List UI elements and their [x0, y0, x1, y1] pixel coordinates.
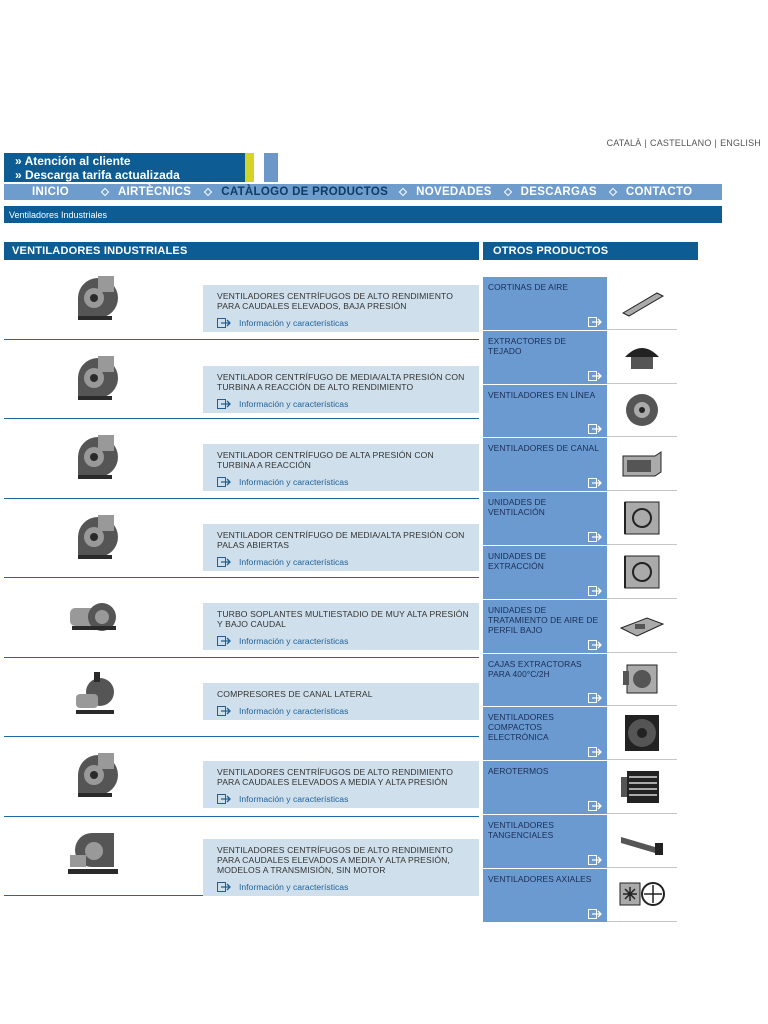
product-description: VENTILADORES CENTRÍFUGOS DE ALTO RENDIMIENTO PARA CAUDALES ELEVADOS, BAJA PRESIÓN — [217, 291, 453, 311]
arrow-right-icon[interactable] — [588, 690, 602, 700]
other-product-label: VENTILADORES DE CANAL — [488, 443, 600, 454]
product-info-link[interactable] — [217, 318, 471, 328]
nav-label: CONTACTO — [625, 186, 693, 198]
product-description: COMPRESORES DE CANAL LATERAL — [217, 688, 373, 699]
arrow-right-icon — [217, 557, 231, 567]
roof-extractor-icon[interactable] — [617, 337, 667, 377]
product-info-link[interactable] — [217, 706, 471, 716]
product-card — [203, 444, 479, 491]
other-product-label-cell — [483, 385, 607, 438]
other-product-thumbnail-cell — [607, 654, 677, 707]
other-product-label-cell — [483, 869, 607, 922]
diamond-bullet-icon — [503, 188, 511, 196]
product-row — [4, 419, 479, 499]
other-product-thumbnail-cell — [607, 815, 677, 868]
arrow-right-icon — [217, 882, 231, 892]
product-description: VENTILADOR CENTRÍFUGO DE MEDIA/ALTA PRESIÓN CON TURBINA A REACCIÓN DE ALTO RENDIMIENTO — [217, 371, 465, 392]
other-product-thumbnail-cell — [607, 600, 677, 653]
product-description: VENTILADORES CENTRÍFUGOS DE ALTO RENDIMIENTO PARA CAUDALES ELEVADOS A MEDIA Y ALTA PRESIÓN, MODELOS A TRANSMISIÓN, SIN MOTOR — [217, 844, 453, 875]
arrow-right-icon — [217, 318, 231, 328]
unit-heater-icon[interactable] — [617, 767, 667, 807]
other-product-label: UNIDADES DE EXTRACCIÓN — [488, 550, 547, 571]
customer-service-link[interactable]: » Atención al cliente — [15, 154, 131, 168]
product-info-link-label: Información y características — [239, 881, 349, 892]
other-product-thumbnail-cell — [607, 385, 677, 438]
other-product-item[interactable] — [483, 600, 677, 654]
product-list — [4, 260, 479, 896]
product-info-link[interactable] — [217, 636, 471, 646]
nav-label: INICIO — [32, 186, 69, 198]
product-info-link[interactable] — [217, 557, 471, 567]
lang-catala[interactable]: CATALÀ — [606, 138, 642, 148]
other-product-label: CORTINAS DE AIRE — [488, 282, 569, 292]
product-info-link[interactable] — [217, 794, 471, 804]
axial-fan-icon[interactable] — [617, 875, 667, 915]
low-profile-ahu-icon[interactable] — [617, 606, 667, 646]
arrow-right-icon[interactable] — [588, 637, 602, 647]
product-card — [203, 839, 479, 896]
arrow-right-icon[interactable] — [588, 368, 602, 378]
diamond-bullet-icon — [609, 188, 617, 196]
other-product-label-cell — [483, 331, 607, 384]
diamond-bullet-icon — [399, 188, 407, 196]
extraction-unit-icon[interactable] — [617, 552, 667, 592]
other-product-item[interactable] — [483, 869, 677, 923]
nav-novedades[interactable] — [400, 186, 492, 198]
diamond-bullet-icon — [101, 188, 109, 196]
inline-fan-icon[interactable] — [617, 390, 667, 430]
centrifugal-fan-icon[interactable] — [64, 427, 126, 487]
header-accent-gap — [254, 153, 264, 182]
arrow-right-icon[interactable] — [588, 852, 602, 862]
arrow-right-icon[interactable] — [588, 421, 602, 431]
nav-airtecnics[interactable] — [102, 186, 191, 198]
arrow-right-icon[interactable] — [588, 744, 602, 754]
download-pricelist-link[interactable]: » Descarga tarifa actualizada — [15, 168, 180, 182]
arrow-right-icon[interactable] — [588, 583, 602, 593]
other-product-item[interactable] — [483, 438, 677, 492]
centrifugal-fan-icon[interactable] — [64, 745, 126, 805]
header-accent-blue — [264, 153, 278, 182]
nav-label: NOVEDADES — [416, 186, 492, 198]
other-product-thumbnail-cell — [607, 331, 677, 384]
product-row — [4, 658, 479, 738]
other-product-thumbnail-cell — [607, 277, 677, 330]
other-products-list — [483, 277, 677, 923]
arrow-right-icon[interactable] — [588, 798, 602, 808]
nav-label: CATÀLOGO DE PRODUCTOS — [221, 186, 389, 198]
centrifugal-fan-icon[interactable] — [64, 507, 126, 567]
breadcrumb: Ventiladores Industriales — [4, 206, 722, 223]
centrifugal-fan-icon[interactable] — [64, 348, 126, 408]
product-card — [203, 366, 479, 413]
product-description: VENTILADOR CENTRÍFUGO DE MEDIA/ALTA PRESIÓN CON PALAS ABIERTAS — [217, 529, 465, 550]
product-row — [4, 260, 479, 340]
arrow-right-icon[interactable] — [588, 906, 602, 916]
product-card — [203, 603, 479, 650]
other-product-label-cell — [483, 761, 607, 814]
product-row — [4, 817, 479, 897]
product-info-link-label: Información y características — [239, 477, 349, 487]
other-product-item[interactable] — [483, 331, 677, 385]
nav-catalogo[interactable] — [205, 186, 388, 198]
extractor-box-icon[interactable] — [617, 659, 667, 699]
product-description: VENTILADORES CENTRÍFUGOS DE ALTO RENDIMIENTO PARA CAUDALES ELEVADOS A MEDIA Y ALTA PRESIÓN — [217, 767, 453, 787]
lang-castellano[interactable]: CASTELLANO — [650, 138, 712, 148]
product-row — [4, 499, 479, 579]
product-row — [4, 578, 479, 658]
other-product-label: CAJAS EXTRACTORAS PARA 400°C/2H — [488, 658, 582, 679]
product-info-link-label: Información y características — [239, 794, 349, 804]
other-product-item[interactable] — [483, 815, 677, 869]
other-product-label: VENTILADORES TANGENCIALES — [488, 819, 554, 840]
nav-contacto[interactable] — [610, 186, 693, 198]
main-nav — [4, 184, 722, 200]
belt-drive-fan-icon[interactable] — [64, 825, 126, 885]
other-product-label: EXTRACTORES DE TEJADO — [488, 335, 567, 356]
product-info-link[interactable] — [217, 399, 471, 409]
header-accent-yellow — [245, 153, 254, 182]
other-product-item[interactable] — [483, 385, 677, 439]
other-product-thumbnail-cell — [607, 869, 677, 922]
side-channel-compressor-icon[interactable] — [64, 666, 126, 726]
lang-separator: | — [714, 138, 718, 148]
other-product-label: VENTILADORES COMPACTOS ELECTRÓNICA — [488, 712, 554, 743]
product-card — [203, 761, 479, 808]
other-product-label-cell — [483, 815, 607, 868]
other-product-item[interactable] — [483, 277, 677, 331]
language-selector — [607, 138, 761, 148]
product-info-link-label: Información y características — [239, 398, 349, 409]
other-product-label: AEROTERMOS — [488, 766, 549, 777]
other-product-label-cell — [483, 600, 607, 653]
arrow-right-icon[interactable] — [588, 529, 602, 539]
compact-fan-icon[interactable] — [617, 713, 667, 753]
other-products-heading: OTROS PRODUCTOS — [483, 242, 698, 260]
other-product-label: VENTILADORES AXIALES — [488, 873, 592, 884]
nav-label: DESCARGAS — [520, 186, 597, 198]
other-product-label: VENTILADORES EN LÍNEA — [488, 389, 596, 400]
main-section-heading: VENTILADORES INDUSTRIALES — [4, 242, 479, 260]
arrow-right-icon[interactable] — [588, 475, 602, 485]
turbo-blower-icon[interactable] — [64, 586, 126, 646]
air-curtain-icon[interactable] — [617, 283, 667, 323]
other-product-label-cell — [483, 546, 607, 599]
tangential-fan-icon[interactable] — [617, 821, 667, 861]
product-info-link-label: Información y características — [239, 636, 349, 646]
other-product-item[interactable] — [483, 761, 677, 815]
product-info-link-label: Información y características — [239, 705, 349, 716]
other-product-thumbnail-cell — [607, 546, 677, 599]
product-card — [203, 524, 479, 571]
arrow-right-icon — [217, 706, 231, 716]
product-description: TURBO SOPLANTES MULTIESTADIO DE MUY ALTA PRESIÓN Y BAJO CAUDAL — [217, 609, 469, 629]
other-product-item[interactable] — [483, 654, 677, 708]
arrow-right-icon — [217, 794, 231, 804]
diamond-bullet-icon — [204, 188, 212, 196]
arrow-right-icon — [217, 399, 231, 409]
other-product-label-cell — [483, 438, 607, 491]
product-card — [203, 683, 479, 720]
other-product-label: UNIDADES DE TRATAMIENTO DE AIRE DE PERFIL BAJO — [488, 604, 599, 635]
centrifugal-fan-icon[interactable] — [64, 268, 126, 328]
arrow-right-icon[interactable] — [588, 314, 602, 324]
quick-links-box — [4, 153, 245, 182]
other-product-item[interactable] — [483, 492, 677, 546]
nav-descargas[interactable] — [505, 186, 597, 198]
other-product-label-cell — [483, 707, 607, 760]
arrow-right-icon — [217, 636, 231, 646]
arrow-right-icon — [217, 477, 231, 487]
other-product-thumbnail-cell — [607, 492, 677, 545]
product-info-link[interactable] — [217, 477, 471, 487]
product-info-link-label: Información y características — [239, 556, 349, 567]
ventilation-unit-icon[interactable] — [617, 498, 667, 538]
product-row — [4, 737, 479, 817]
product-card — [203, 285, 479, 332]
duct-fan-icon[interactable] — [617, 444, 667, 484]
other-product-label-cell — [483, 492, 607, 545]
other-product-thumbnail-cell — [607, 438, 677, 491]
product-row — [4, 340, 479, 420]
other-product-item[interactable] — [483, 707, 677, 761]
other-product-thumbnail-cell — [607, 707, 677, 760]
other-product-label-cell — [483, 277, 607, 330]
lang-english[interactable]: ENGLISH — [720, 138, 761, 148]
other-product-thumbnail-cell — [607, 761, 677, 814]
nav-inicio[interactable] — [32, 186, 69, 198]
lang-separator: | — [644, 138, 647, 148]
other-product-label-cell — [483, 654, 607, 707]
product-info-link[interactable] — [217, 882, 471, 892]
other-product-label: UNIDADES DE VENTILACIÓN — [488, 497, 547, 518]
product-description: VENTILADOR CENTRÍFUGO DE ALTA PRESIÓN CON TURBINA A REACCIÓN — [217, 450, 434, 470]
product-info-link-label: Información y características — [239, 318, 349, 328]
other-product-item[interactable] — [483, 546, 677, 600]
nav-label: AIRTÈCNICS — [117, 186, 192, 198]
